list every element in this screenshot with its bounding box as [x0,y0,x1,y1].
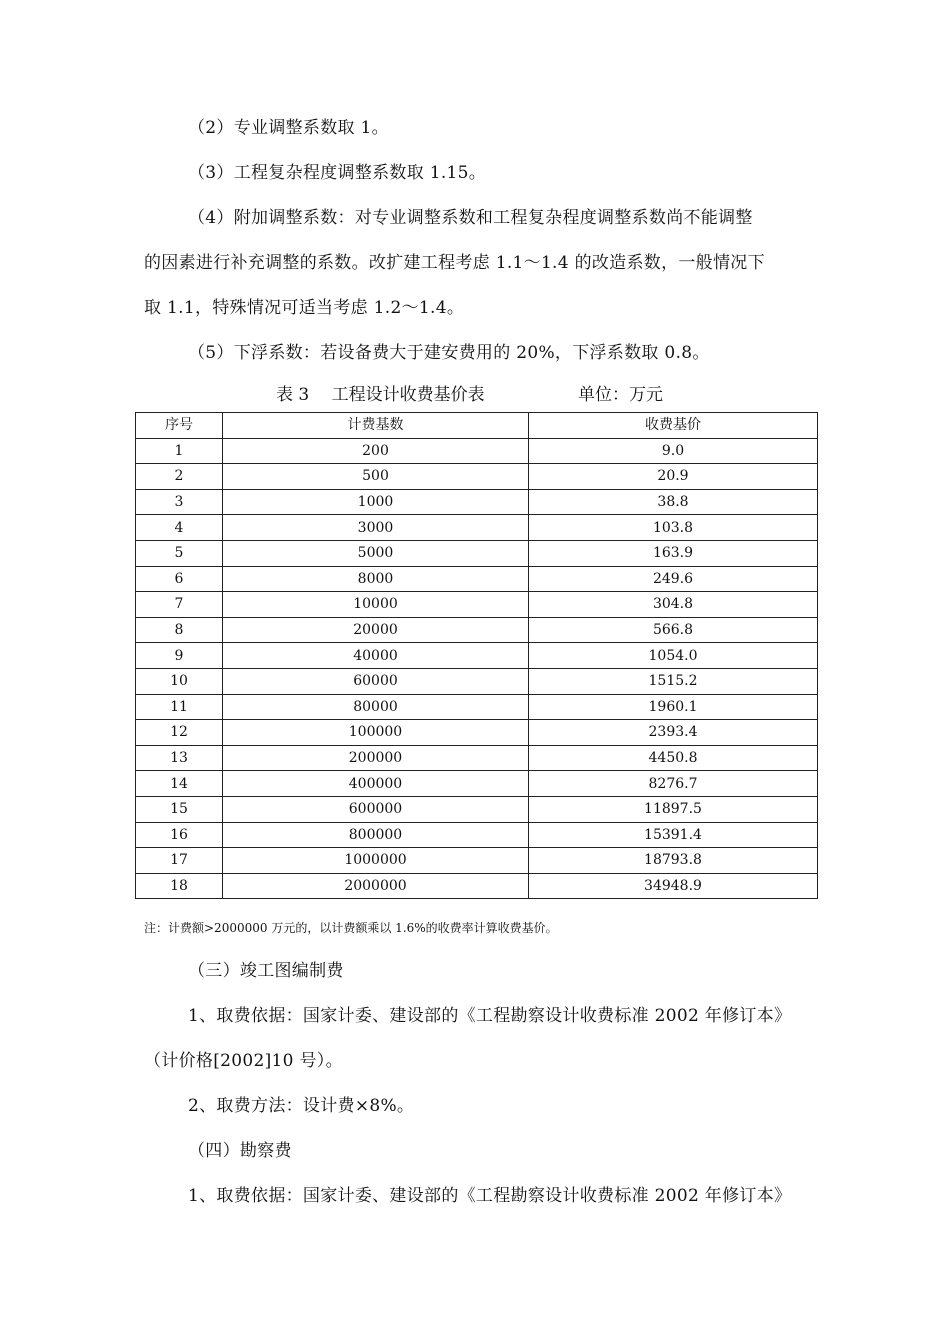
cell-index: 8 [136,617,223,643]
cell-index: 11 [136,694,223,720]
table-unit: 单位：万元 [578,385,663,405]
cell-index: 13 [136,745,223,771]
table-row [136,745,818,771]
cell-index: 17 [136,848,223,874]
cell-base-price: 9.0 [529,438,818,464]
fee-base-price-table [135,412,818,899]
table-title: 表 3 工程设计收费基价表 [276,385,485,405]
cell-fee-base: 2000000 [223,873,529,899]
table-body [136,438,818,899]
cell-index: 2 [136,464,223,490]
cell-base-price: 163.9 [529,540,818,566]
section3-method: 2、取费方法：设计费×8%。 [188,1096,415,1116]
section-heading-as-built-drawing: （三）竣工图编制费 [188,961,344,981]
cell-base-price: 15391.4 [529,822,818,848]
cell-index: 9 [136,643,223,669]
table-row [136,515,818,541]
table-row [136,720,818,746]
cell-index: 4 [136,515,223,541]
cell-base-price: 38.8 [529,489,818,515]
cell-base-price: 1515.2 [529,668,818,694]
table-row [136,848,818,874]
cell-base-price: 8276.7 [529,771,818,797]
table-row [136,438,818,464]
cell-fee-base: 20000 [223,617,529,643]
table-row [136,873,818,899]
table-row [136,617,818,643]
paragraph-professional-coefficient: （2）专业调整系数取 1。 [188,118,389,138]
table-row [136,464,818,490]
section3-basis-line2: （计价格[2002]10 号）。 [144,1051,343,1071]
cell-base-price: 103.8 [529,515,818,541]
table-row [136,592,818,618]
table-header-row [136,413,818,439]
cell-base-price: 4450.8 [529,745,818,771]
cell-index: 10 [136,668,223,694]
section-heading-survey-fee: （四）勘察费 [188,1141,292,1161]
cell-fee-base: 400000 [223,771,529,797]
cell-base-price: 1054.0 [529,643,818,669]
cell-index: 14 [136,771,223,797]
cell-fee-base: 8000 [223,566,529,592]
cell-base-price: 1960.1 [529,694,818,720]
cell-base-price: 2393.4 [529,720,818,746]
table-row [136,796,818,822]
section3-basis-line1: 1、取费依据：国家计委、建设部的《工程勘察设计收费标准 2002 年修订本》 [188,1006,792,1026]
header-fee-base: 计费基数 [223,413,529,439]
paragraph-additional-coefficient-line3: 取 1.1，特殊情况可适当考虑 1.2～1.4。 [144,298,465,318]
paragraph-additional-coefficient-line1: （4）附加调整系数：对专业调整系数和工程复杂程度调整系数尚不能调整 [188,208,753,228]
cell-index: 18 [136,873,223,899]
cell-base-price: 566.8 [529,617,818,643]
cell-base-price: 18793.8 [529,848,818,874]
cell-fee-base: 500 [223,464,529,490]
cell-base-price: 249.6 [529,566,818,592]
table-row [136,643,818,669]
cell-fee-base: 60000 [223,668,529,694]
cell-index: 16 [136,822,223,848]
cell-fee-base: 200 [223,438,529,464]
cell-fee-base: 3000 [223,515,529,541]
cell-fee-base: 10000 [223,592,529,618]
table-row [136,566,818,592]
paragraph-discount-coefficient: （5）下浮系数：若设备费大于建安费用的 20%，下浮系数取 0.8。 [188,343,710,363]
cell-fee-base: 600000 [223,796,529,822]
cell-index: 1 [136,438,223,464]
cell-index: 7 [136,592,223,618]
table-row [136,694,818,720]
cell-fee-base: 100000 [223,720,529,746]
cell-fee-base: 1000000 [223,848,529,874]
table-note: 注：计费额>2000000 万元的，以计费额乘以 1.6%的收费率计算收费基价。 [144,921,558,935]
paragraph-additional-coefficient-line2: 的因素进行补充调整的系数。改扩建工程考虑 1.1～1.4 的改造系数，一般情况下 [144,253,765,273]
cell-base-price: 34948.9 [529,873,818,899]
cell-fee-base: 5000 [223,540,529,566]
header-base-price: 收费基价 [529,413,818,439]
cell-base-price: 20.9 [529,464,818,490]
section4-basis-line1: 1、取费依据：国家计委、建设部的《工程勘察设计收费标准 2002 年修订本》 [188,1186,792,1206]
header-index: 序号 [136,413,223,439]
cell-index: 15 [136,796,223,822]
cell-base-price: 304.8 [529,592,818,618]
cell-base-price: 11897.5 [529,796,818,822]
cell-index: 3 [136,489,223,515]
paragraph-complexity-coefficient: （3）工程复杂程度调整系数取 1.15。 [188,163,487,183]
cell-fee-base: 80000 [223,694,529,720]
cell-fee-base: 1000 [223,489,529,515]
cell-index: 6 [136,566,223,592]
cell-index: 5 [136,540,223,566]
table-row [136,822,818,848]
cell-index: 12 [136,720,223,746]
cell-fee-base: 200000 [223,745,529,771]
table-row [136,540,818,566]
table-row [136,771,818,797]
cell-fee-base: 800000 [223,822,529,848]
cell-fee-base: 40000 [223,643,529,669]
table-row [136,668,818,694]
table-row [136,489,818,515]
